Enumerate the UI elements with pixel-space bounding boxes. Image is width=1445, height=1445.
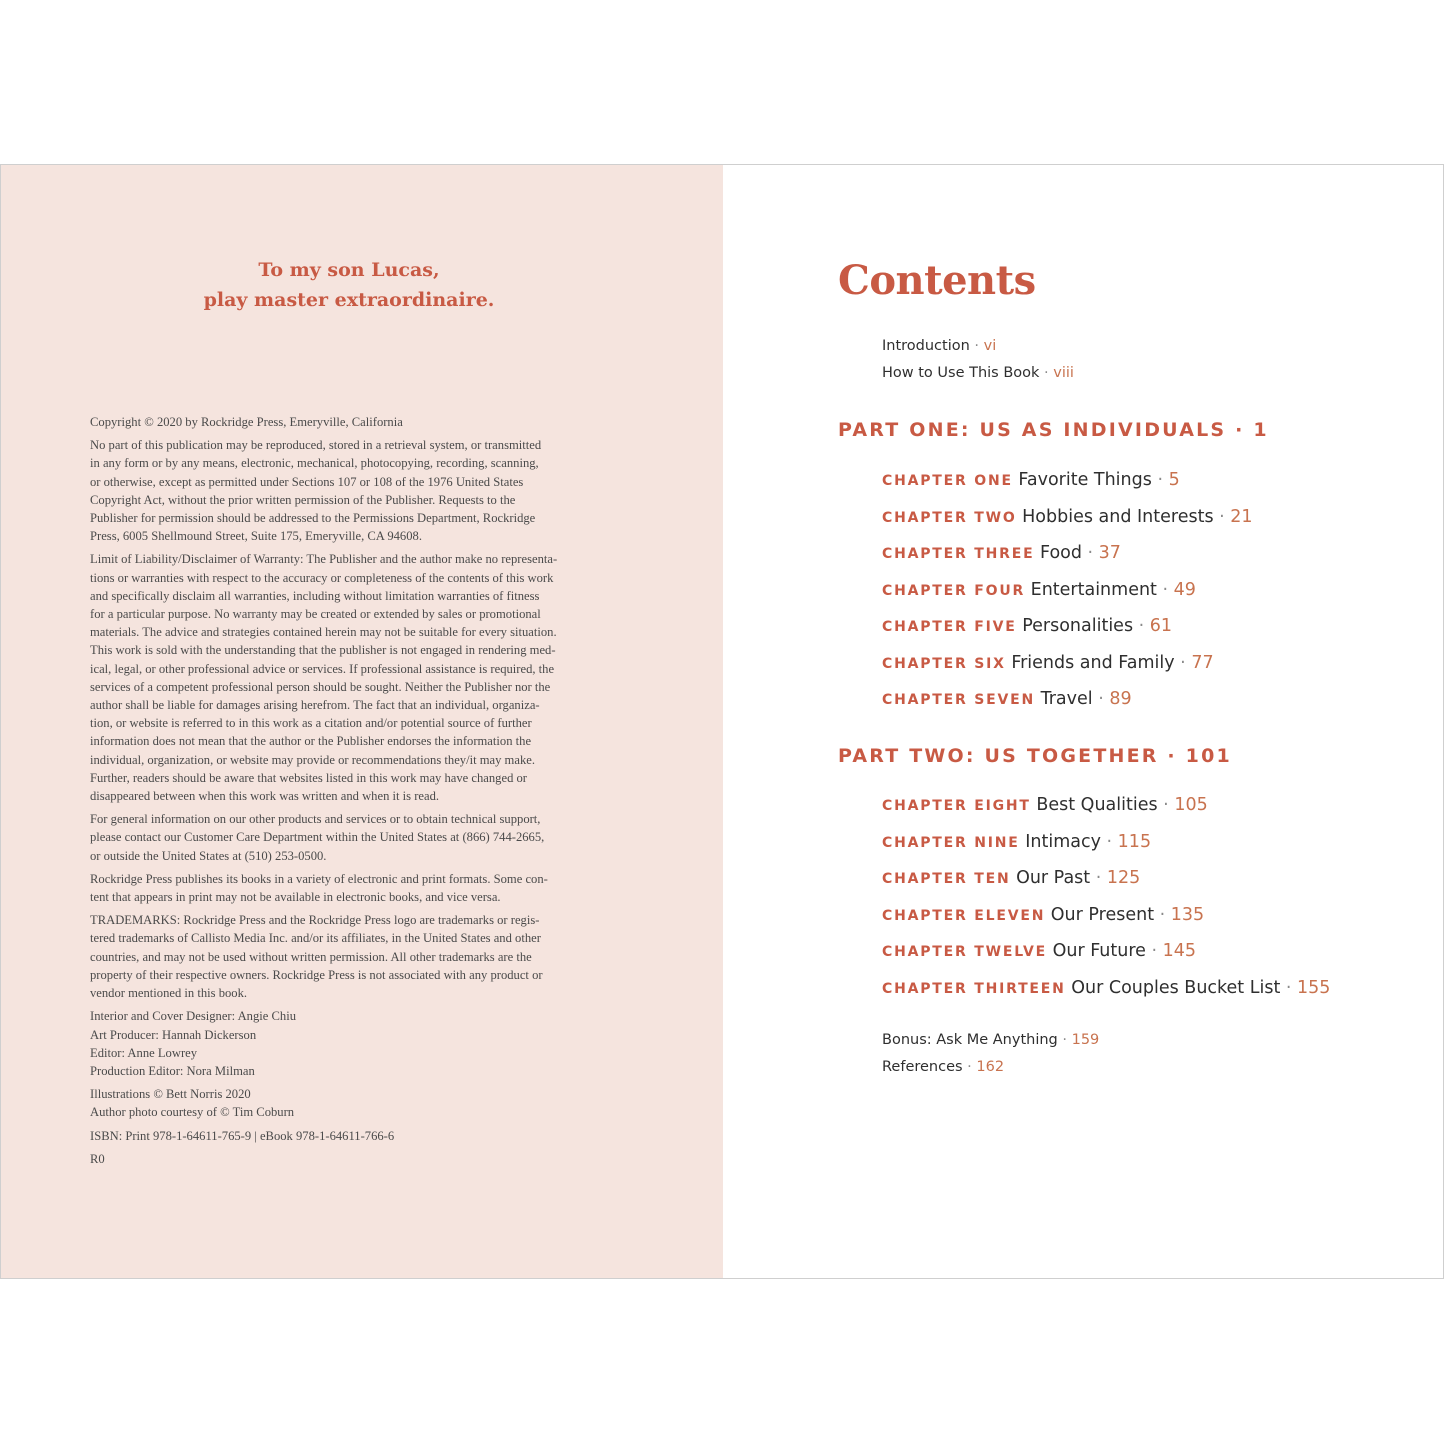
- trademarks-paragraph: [90, 911, 615, 1002]
- chapter-entry: [882, 616, 1172, 636]
- chapter-title: Intimacy: [1019, 832, 1101, 852]
- chapter-label: CHAPTER ONE: [882, 473, 1013, 489]
- text-line: information does not mean that the author or the Publisher endorses the information the: [90, 734, 532, 749]
- page-number: 162: [976, 1059, 1005, 1075]
- chapter-label: CHAPTER SEVEN: [882, 692, 1036, 708]
- text-line: countries, and may not be used without written permission. All other trademarks are the: [90, 949, 532, 964]
- chapter-entry: [882, 580, 1196, 600]
- chapter-label: CHAPTER TWO: [882, 510, 1017, 526]
- separator: ·: [1151, 470, 1169, 490]
- chapter-title: Friends and Family: [1005, 653, 1175, 673]
- contents-title: Contents: [838, 257, 1036, 304]
- text-line: property of their respective owners. Rockridge Press is not associated with any product or: [90, 967, 543, 982]
- dedication-line: To my son Lucas,: [258, 259, 440, 281]
- page-number: 145: [1162, 941, 1197, 961]
- text-line: Author photo courtesy of © Tim Coburn: [90, 1105, 295, 1120]
- page-number: 49: [1173, 580, 1196, 600]
- part-page: 101: [1185, 745, 1232, 767]
- separator: ·: [1280, 978, 1298, 998]
- chapter-label: CHAPTER TEN: [882, 871, 1011, 887]
- page-number: 89: [1109, 689, 1132, 709]
- dedication: [1, 255, 697, 315]
- text-line: Further, readers should be aware that websites listed in this work may have changed or: [90, 770, 527, 785]
- isbn-line: ISBN: Print 978-1-64611-765-9 | eBook 978-1-64611-766-6: [90, 1128, 395, 1143]
- text-line: materials. The advice and strategies contained herein may not be suitable for every situation.: [90, 625, 557, 640]
- text-line: Production Editor: Nora Milman: [90, 1063, 255, 1078]
- text-line: and specifically disclaim all warranties, including without limitation warranties of fitness: [90, 588, 540, 603]
- separator: ·: [1156, 580, 1174, 600]
- formats-paragraph: [90, 870, 615, 906]
- page-number: 77: [1191, 653, 1214, 673]
- separator: ·: [1226, 419, 1254, 441]
- separator: ·: [1145, 941, 1163, 961]
- text-line: No part of this publication may be reproduced, stored in a retrieval system, or transmitted: [90, 438, 542, 453]
- chapter-title: Best Qualities: [1030, 795, 1158, 815]
- page-number: 125: [1106, 868, 1141, 888]
- dedication-line: play master extraordinaire.: [203, 289, 495, 311]
- part-heading: [838, 419, 1269, 441]
- separator: ·: [1092, 689, 1110, 709]
- credits-block: [90, 1007, 615, 1080]
- chapter-label: CHAPTER NINE: [882, 835, 1020, 851]
- chapter-title: Entertainment: [1025, 580, 1157, 600]
- text-line: or outside the United States at (510) 253-0500.: [90, 848, 327, 863]
- toc-entry: [882, 365, 1074, 381]
- chapter-label: CHAPTER EIGHT: [882, 798, 1031, 814]
- entry-title: Introduction: [882, 338, 970, 354]
- text-line: ical, legal, or other professional advice or services. If professional assistance is required, the: [90, 661, 555, 676]
- text-line: for a particular purpose. No warranty may be created or extended by sales or promotional: [90, 607, 541, 622]
- text-line: please contact our Customer Care Department within the United States at (866) 744-2665,: [90, 830, 545, 845]
- chapter-entry: [882, 905, 1204, 925]
- chapter-entry: [882, 507, 1253, 527]
- chapter-entry: [882, 832, 1151, 852]
- chapter-entry: [882, 653, 1214, 673]
- toc-entry: [882, 1032, 1099, 1048]
- chapter-title: Our Future: [1047, 941, 1146, 961]
- separator: ·: [1057, 1032, 1072, 1048]
- separator: ·: [1213, 507, 1231, 527]
- page-number: 61: [1149, 616, 1173, 636]
- contact-paragraph: [90, 810, 615, 865]
- text-line: Illustrations © Bett Norris 2020: [90, 1087, 251, 1102]
- text-line: Limit of Liability/Disclaimer of Warranty: The Publisher and the author make no representa-: [90, 552, 558, 567]
- separator: ·: [1081, 543, 1099, 563]
- text-line: For general information on our other products and services or to obtain technical support,: [90, 812, 541, 827]
- toc-entry: [882, 338, 996, 354]
- separator: ·: [1090, 868, 1107, 888]
- toc-entry: [882, 1059, 1004, 1075]
- chapter-title: Our Couples Bucket List: [1065, 978, 1281, 998]
- entry-title: References: [882, 1059, 963, 1075]
- page-number: 105: [1174, 795, 1208, 815]
- text-line: tions or warranties with respect to the accuracy or completeness of the contents of this work: [90, 570, 554, 585]
- liability-paragraph: [90, 550, 615, 805]
- chapter-title: Our Present: [1045, 905, 1155, 925]
- text-line: This work is sold with the understanding that the publisher is not engaged in rendering med-: [90, 643, 556, 658]
- book-spread: [0, 164, 1444, 1279]
- text-line: author shall be liable for damages arising herefrom. The fact that an individual, organiza-: [90, 698, 540, 713]
- separator: ·: [1154, 905, 1171, 925]
- chapter-entry: [882, 978, 1330, 998]
- copyright-line: Copyright © 2020 by Rockridge Press, Emeryville, California: [90, 415, 403, 429]
- text-line: Copyright Act, without the prior written permission of the Publisher. Requests to the: [90, 492, 516, 507]
- text-line: Art Producer: Hannah Dickerson: [90, 1027, 257, 1042]
- entry-title: Bonus: Ask Me Anything: [882, 1032, 1058, 1048]
- text-line: TRADEMARKS: Rockridge Press and the Rockridge Press logo are trademarks or regis-: [90, 913, 540, 928]
- illustrations-block: [90, 1085, 615, 1121]
- chapter-title: Food: [1034, 543, 1082, 563]
- page-number: vi: [983, 338, 997, 354]
- part-title: PART TWO: US TOGETHER: [838, 745, 1159, 767]
- text-line: services of a competent professional person should be sought. Neither the Publisher nor the: [90, 679, 551, 694]
- separator: ·: [1157, 795, 1175, 815]
- contents-page: [723, 165, 1443, 1278]
- text-line: disappeared between when this work was written and when it is read.: [90, 789, 440, 804]
- part-heading: [838, 745, 1232, 767]
- text-line: Editor: Anne Lowrey: [90, 1045, 198, 1060]
- chapter-label: CHAPTER THREE: [882, 546, 1035, 562]
- chapter-entry: [882, 543, 1121, 563]
- text-line: tent that appears in print may not be available in electronic books, and vice versa.: [90, 890, 501, 905]
- page-number: 135: [1170, 905, 1205, 925]
- text-line: in any form or by any means, electronic, mechanical, photocopying, recording, scanning,: [90, 456, 539, 471]
- chapter-entry: [882, 689, 1132, 709]
- text-line: tion, or website is referred to in this work as a citation and/or potential source of further: [90, 716, 532, 731]
- separator: ·: [1100, 832, 1118, 852]
- copyright-block: [90, 413, 615, 1173]
- text-line: Press, 6005 Shellmound Street, Suite 175, Emeryville, CA 94608.: [90, 529, 422, 544]
- separator: ·: [1174, 653, 1192, 673]
- separator: ·: [969, 338, 984, 354]
- chapter-entry: [882, 941, 1196, 961]
- chapter-title: Our Past: [1010, 868, 1091, 888]
- page-number: 159: [1071, 1032, 1100, 1048]
- chapter-label: CHAPTER FIVE: [882, 619, 1017, 635]
- page-number: 115: [1117, 832, 1152, 852]
- page-number: 37: [1098, 543, 1121, 563]
- page-number: 5: [1168, 470, 1180, 490]
- chapter-title: Favorite Things: [1012, 470, 1152, 490]
- page-number: 155: [1297, 978, 1331, 998]
- chapter-label: CHAPTER FOUR: [882, 583, 1026, 599]
- page-number: 21: [1230, 507, 1253, 527]
- chapter-title: Travel: [1035, 689, 1093, 709]
- text-line: Interior and Cover Designer: Angie Chiu: [90, 1009, 297, 1024]
- text-line: vendor mentioned in this book.: [90, 986, 248, 1001]
- chapter-label: CHAPTER TWELVE: [882, 944, 1048, 960]
- part-title: PART ONE: US AS INDIVIDUALS: [838, 419, 1227, 441]
- chapter-label: CHAPTER SIX: [882, 656, 1006, 672]
- chapter-label: CHAPTER THIRTEEN: [882, 981, 1066, 997]
- text-line: tered trademarks of Callisto Media Inc. and/or its affiliates, in the United States and other: [90, 931, 541, 946]
- separator: ·: [1133, 616, 1150, 636]
- entry-title: How to Use This Book: [882, 365, 1040, 381]
- chapter-entry: [882, 795, 1208, 815]
- rights-paragraph: [90, 436, 615, 545]
- separator: ·: [1158, 745, 1186, 767]
- part-page: 1: [1253, 419, 1269, 441]
- separator: ·: [1039, 365, 1054, 381]
- chapter-title: Personalities: [1016, 616, 1134, 636]
- printing-code: R0: [90, 1151, 105, 1166]
- text-line: Rockridge Press publishes its books in a variety of electronic and print formats. Some con-: [90, 871, 548, 886]
- text-line: Publisher for permission should be addressed to the Permissions Department, Rockridge: [90, 511, 536, 526]
- separator: ·: [962, 1059, 977, 1075]
- text-line: or otherwise, except as permitted under Sections 107 or 108 of the 1976 United States: [90, 474, 524, 489]
- chapter-label: CHAPTER ELEVEN: [882, 908, 1046, 924]
- chapter-entry: [882, 868, 1140, 888]
- copyright-page: [1, 165, 723, 1278]
- chapter-title: Hobbies and Interests: [1016, 507, 1214, 527]
- chapter-entry: [882, 470, 1180, 490]
- page-number: viii: [1053, 365, 1074, 381]
- text-line: individual, organization, or website may provide or recommendations they/it may make.: [90, 752, 535, 767]
